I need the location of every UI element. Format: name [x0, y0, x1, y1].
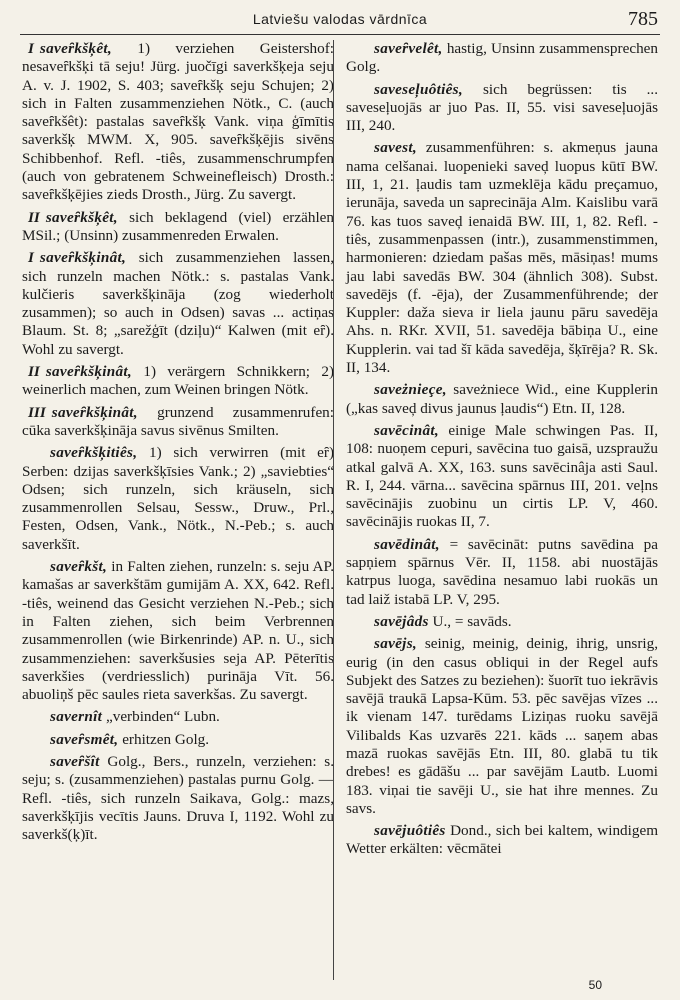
dictionary-entry [22, 209, 334, 246]
dictionary-entry [22, 249, 334, 359]
dictionary-entry [22, 404, 334, 441]
left-column [22, 40, 334, 848]
right-column [346, 40, 658, 863]
entry-headword: saveȓkšķinât, [51, 403, 138, 421]
homonym-numeral: I [28, 40, 34, 57]
entry-headword: saveżnieçe, [374, 381, 447, 399]
column-divider [333, 40, 334, 980]
entry-headword: saveȓkšt, [50, 558, 108, 576]
entry-definition: Dond., sich bei kaltem, windigem Wetter erkälten: vēcmātei [346, 822, 659, 858]
dictionary-entry [22, 753, 334, 844]
homonym-numeral: I [28, 249, 34, 267]
homonym-numeral: III [28, 403, 46, 421]
entry-definition: zusammenführen: s. akmeņus jauna nama celšanai. luopenieki saveḑ luopus kūtī BW. III, 1, 21. ļaudis tam uzmeklēja kādu preçamuo, ierunāja, saveda un saprecināja Alm. Kaislibu varā 76. kas tuos saveḑ ienaidā BW. III, 1, 82. Refl. -tiês, zusammenpassen (intr.), zusammenstimmen, harmonieren: dziedam pašas mēs, māsiņas! mums jau labi savedās BW. 304 (ähnlich 308). Subst. savedējs (f. -ēja), der Zusammenführende; der Kuppler: daža sieva ir liela jaunu pāru savedēja Ahs. n. RKr. XVII, 51. savedēja bābiņa U., eine Kupplerin. vai tad šī kāda savedēja, šķīrēja? R. Sk. II, 134. [346, 139, 659, 377]
entry-definition: seinig, meinig, deinig, ihrig, unsrig, eurig (in den casus obliqui in der Regel aufs Subjekt des Satzes zu beziehen): šuorīt tuo iekrāvis savējā traukā Lapsa-Kūm. 53. pēc savējas vīzes ... ik vienam 147. turēdams Liziņas ruoku savējā Vilibalds Kas uzvarēs 221. kāds ... saņem abas mazā ruokas savējās Etn. III, 80. glabā tu tik drebes! es gādāšu ... par savējām Lautb. Luomi 183. viņai tie savēji U., sie hat ihre mennes. Zu savs. [346, 635, 659, 817]
dictionary-entry [22, 731, 334, 749]
entry-definition: Golg., Bers., runzeln, verziehen: s. seju; s. (zusammenziehen) pastalas purnu Golg. — Refl. -tiês, sich runzeln Saikava, Golg.: mazs, saverkšķījis vecītis Jauns. Druva I, 1192. Wohl zu saverkš(ķ)īt. [22, 752, 335, 844]
dictionary-entry [22, 40, 334, 205]
dictionary-entry [346, 381, 658, 418]
dictionary-entry [22, 444, 334, 554]
homonym-numeral: II [28, 363, 40, 381]
entry-headword: savernît [50, 708, 103, 726]
entry-definition: sich beklagend (viel) erzählen MSil.; (Unsinn) zusammenreden Erwalen. [22, 208, 334, 244]
dictionary-entry [346, 422, 658, 532]
homonym-numeral: II [28, 208, 40, 226]
dictionary-entry [346, 139, 658, 377]
entry-headword: savēdinât, [374, 535, 440, 553]
entry-definition: = savēcināt: putns savēdina pa sapņiem spārnus Vēr. II, 1158. abi nuostājās katrpus luoga, savēdina nesamuo labi ruokās un tad laiž istabā LP. V, 295. [346, 535, 659, 608]
entry-headword: saveȓkšķinât, [45, 363, 132, 381]
entry-headword: savējs, [374, 635, 418, 653]
entry-definition: 1) verziehen Geistershof: nesaveȓkšķi tā seju! Jürg. juočīgi saverkšķeja seju A. v. J. 1902, S. 403; saveȓkšķ seju Schujen; 2) sich in Falten zusammenziehen Nötk., C. (auch saveȓkšêt): pastalas saveȓkšķ Vank. viņa ģīmītis saverkšķ MWM. X, 905. saveȓkšķējis sivēns Schibbenhof. Refl. -tiês, zusammenschrumpfen (auch von gebratenem Schweinefleisch) Drosth.: saveȓkšķējies zieds Drosth., Jürg. Zu savergt. [22, 40, 335, 204]
entry-headword: saveȓšît [50, 752, 100, 770]
entry-headword: savest, [374, 139, 418, 157]
entry-definition: saveżniece Wid., eine Kupplerin („kas saveḑ divus jaunus ļaudis“) Etn. II, 128. [346, 381, 659, 417]
entry-headword: savējuôtiês [374, 822, 446, 840]
entry-headword: saveȓkšķêt, [39, 40, 112, 57]
entry-headword: saveȓkšķitiês, [50, 444, 138, 462]
entry-headword: saveȓsmêt, [50, 730, 119, 748]
dictionary-entry [346, 81, 658, 136]
entry-definition: 1) sich verwirren (mit eȓ) Serben: dzijas saverkšķīsies Vank.; 2) „saviebties“ Odsen; sich runzeln, sich kräuseln, sich zusammenrollen Selsau, Sessw., Druw., Prl., Festen, Odsen, Vank., Nötk., N.-Peb.; s. auch saverkšīt. [22, 444, 335, 553]
entry-definition: sich begrüssen: tis ... saveseļuojās ar juo Pas. II, 55. visi saveseļuojās III, 240. [346, 80, 658, 135]
entry-definition: 1) verärgern Schnikkern; 2) weinerlich machen, zum Weinen bringen Nötk. [22, 363, 335, 399]
dictionary-entry [22, 708, 334, 726]
footer-number: 50 [588, 978, 602, 992]
dictionary-entry [346, 635, 658, 818]
dictionary-entry [346, 536, 658, 609]
page-number: 785 [628, 8, 658, 30]
entry-definition: einige Male schwingen Pas. II, 108: nuoņem cepuri, savēcina tuo gaisā, uzspraužu atkal galvā A. XX, 163. suns savēcinâja asti Saul. R. I, 244. vārna... savēcina spārnus III, 201. veļns savēcinājis zuobinu un cirtis LP. V, 460. savēcinājis ruokas II, 7. [346, 421, 659, 531]
running-title: Latviešu valodas vārdnīca [252, 11, 428, 27]
entry-definition: hastig, Unsinn zusammensprechen Golg. [346, 40, 658, 76]
entry-headword: saveseļuôtiês, [374, 80, 463, 98]
entry-definition: sich zusammenziehen lassen, sich runzeln machen Nötk.: s. pastalas Vank. kulčieris saverkšķināja (zog wiederholt zusammen); so auch in Odsen) savas ... actiņas Blaum. St. 8; „sarežģīt (dziļu)“ Kalwen (mit eȓ). Wohl zu savergt. [22, 249, 334, 358]
entry-headword: savējâds [374, 612, 429, 630]
entry-definition: U., = savāds. [432, 612, 512, 630]
dictionary-entry [346, 613, 658, 631]
entry-definition: grunzend zusammenrufen: cūka saverkšķināja savus sivēnus Smilten. [22, 403, 334, 439]
entry-definition: in Falten ziehen, runzeln: s. seju AP. kamašas ar saverkštām gumijām A. XX, 642. Refl. -tiês, weinend das Gesicht verziehen N.-Peb.; sich in Falten ziehen, sich beim Verbrennen zusammenrollen (wie Birkenrinde) AP. n. U., sich zusammenziehen: saverkšusies seja AP. Pēterītis saverkšies (verdriesslich) purināja Vīt. 56. abuoliņš pēc saules rieta saverkšas. Zu savergt. [22, 558, 334, 704]
dictionary-entry [22, 558, 334, 704]
page-header [20, 8, 660, 35]
dictionary-entry [346, 40, 658, 77]
entry-headword: saveȓkšķêt, [45, 208, 118, 226]
dictionary-entry [22, 363, 334, 400]
entry-headword: savēcinât, [374, 421, 440, 439]
entry-definition: „verbinden“ Lubn. [105, 708, 220, 726]
entry-headword: saveȓvelêt, [374, 40, 443, 57]
dictionary-entry [346, 822, 658, 859]
entry-definition: erhitzen Golg. [122, 730, 210, 748]
entry-headword: saveȓkšķinât, [39, 249, 127, 267]
